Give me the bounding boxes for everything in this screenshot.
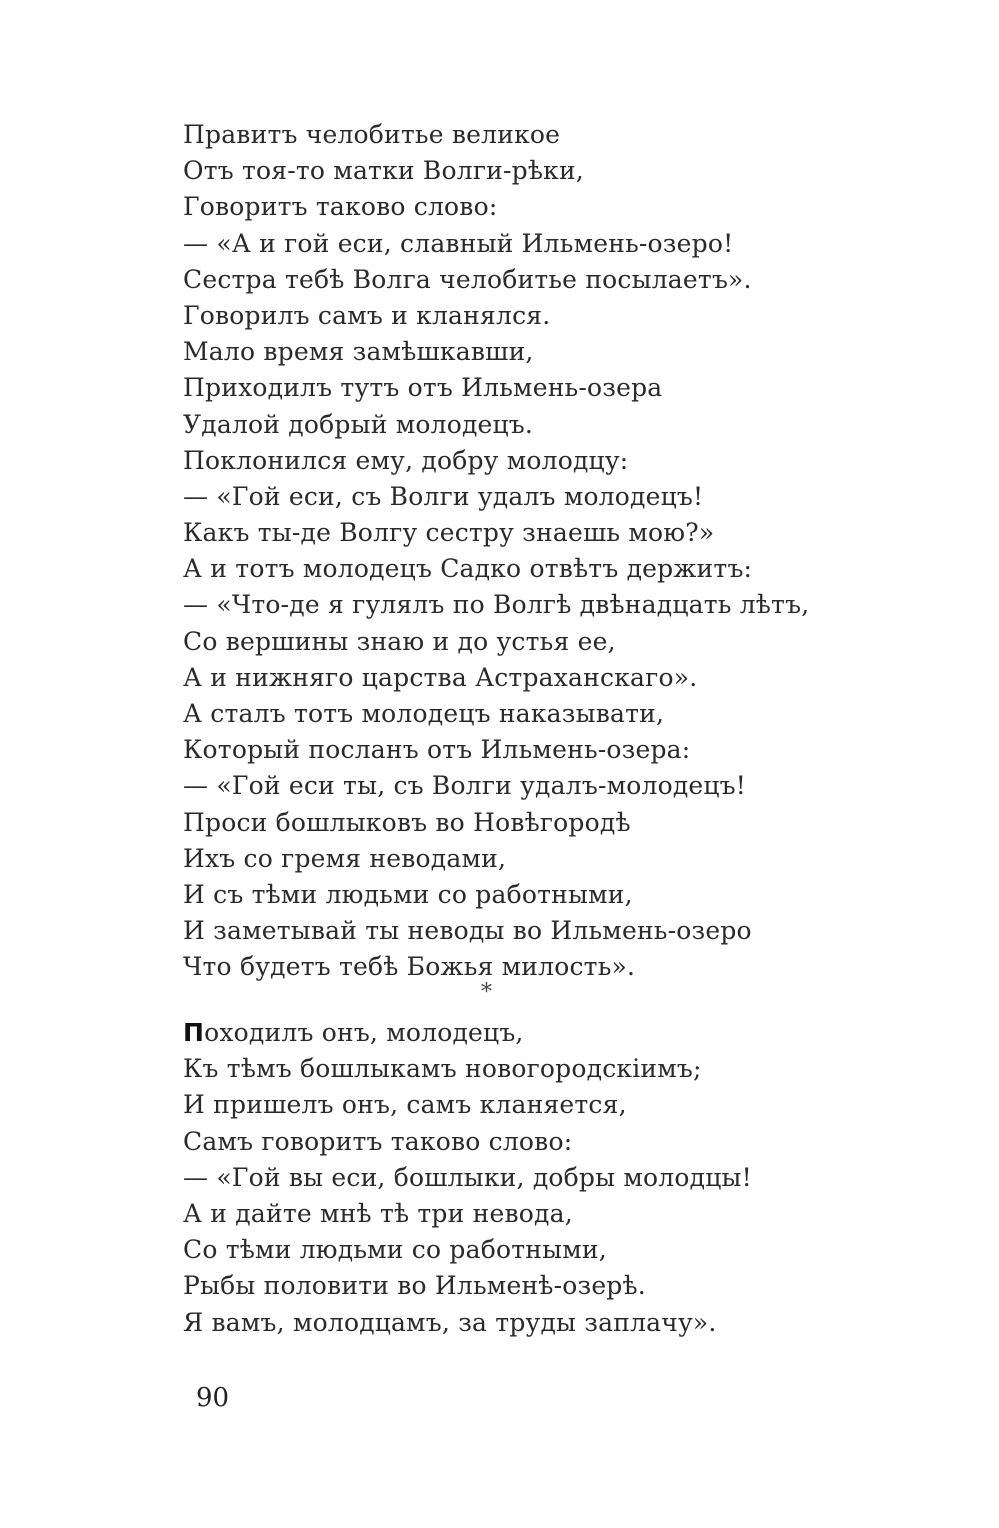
verse-line: Поклонился ему, добру молодцу: (183, 445, 629, 475)
verse-line: Удалой добрый молодецъ. (183, 409, 534, 439)
verse-line: Къ тѣмъ бошлыкамъ новогородскіимъ; (183, 1054, 702, 1084)
verse-line: Говоритъ таково слово: (183, 192, 498, 222)
verse-line: Приходилъ тутъ отъ Ильмень-озера (183, 373, 663, 403)
verse-line: А и нижняго царства Астраханскаго». (183, 662, 698, 692)
verse-line: — «Гой еси, съ Волги удалъ молодецъ! (183, 481, 704, 511)
verse-line: Отъ тоя-то матки Волги-рѣки, (183, 156, 584, 186)
page-number: 90 (196, 1383, 230, 1413)
verse-line: — «Гой еси ты, съ Волги удалъ-молодецъ! (183, 771, 747, 801)
verse-line: Правитъ челобитье великое (183, 120, 561, 149)
verse-line: И заметывай ты неводы во Ильмень-озеро (183, 916, 752, 946)
verse-line-first (183, 1015, 752, 1051)
verse-line: И съ тѣми людьми со работными, (183, 879, 633, 909)
verse-line-first-text: оходилъ онъ, молодецъ, (204, 1018, 524, 1047)
verse-line: Я вамъ, молодцамъ, за труды заплачу». (183, 1307, 717, 1337)
verse-line: Проси бошлыковъ во Новѣгородѣ (183, 807, 631, 837)
verse-line: Говорилъ самъ и кланялся. (183, 300, 551, 330)
verse-line: Который посланъ отъ Ильмень-озера: (183, 735, 691, 765)
verse-line: — «А и гой еси, славный Ильмень-озеро! (183, 228, 734, 258)
verse-line: И пришелъ онъ, самъ кланяется, (183, 1090, 627, 1120)
verse-line: А и дайте мнѣ тѣ три невода, (183, 1198, 573, 1228)
verse-line: Рыбы половити во Ильменѣ-озерѣ. (183, 1271, 646, 1301)
verse-line: Сестра тебѣ Волга челобитье посылаетъ». (183, 264, 752, 294)
verse-line: — «Что-де я гулялъ по Волгѣ двѣнадцать лѣтъ, (183, 590, 810, 620)
verse-line: Ихъ со гремя неводами, (183, 843, 507, 873)
verse-line: А и тотъ молодецъ Садко отвѣтъ держитъ: (183, 554, 753, 584)
verse-stanza-1 (183, 117, 809, 986)
verse-line: Что будетъ тебѣ Божья милость». (183, 952, 636, 982)
drop-cap-letter: П (183, 1018, 205, 1047)
verse-stanza-2 (183, 1015, 752, 1341)
verse-line: — «Гой вы еси, бошлыки, добры молодцы! (183, 1162, 752, 1192)
verse-line: Со тѣми людьми со работными, (183, 1235, 607, 1265)
verse-line: Со вершины знаю и до устья ее, (183, 626, 616, 656)
verse-line: Мало время замѣшкавши, (183, 337, 534, 367)
verse-line: А сталъ тотъ молодецъ наказывати, (183, 699, 665, 728)
verse-line: Какъ ты-де Волгу сестру знаешь мою?» (183, 518, 715, 548)
section-divider-asterisk: * (481, 980, 492, 1005)
verse-line: Самъ говоритъ таково слово: (183, 1126, 573, 1156)
